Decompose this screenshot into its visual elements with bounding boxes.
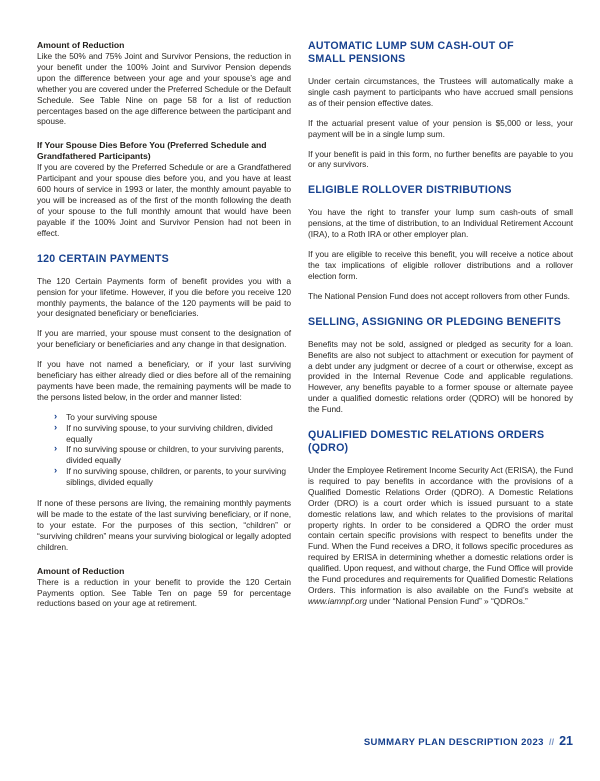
- paragraph-actuarial-value: If the actuarial present value of your pension is $5,000 or less, your payment will be in a single lump sum.: [308, 117, 573, 139]
- section-heading-eligible-rollover: ELIGIBLE ROLLOVER DISTRIBUTIONS: [308, 184, 512, 197]
- paragraph-rollover-notice: If you are eligible to receive this benefit, you will receive a notice about the tax implications of eligible rollover distributions and a rollover election form.: [308, 249, 573, 281]
- paragraph-120-reduction: There is a reduction in your benefit to provide the 120 Certain Payments option. See Table Ten on page 59 for percentage reductions based on your age at retirement.: [37, 576, 291, 609]
- page-number: 21: [559, 734, 573, 748]
- right-column: [308, 40, 573, 781]
- list-item: [37, 444, 291, 466]
- paragraph-no-further-benefits: If your benefit is paid in this form, no further benefits are payable to you or any survivors.: [308, 148, 573, 170]
- section-heading-120-certain-payments: 120 CERTAIN PAYMENTS: [37, 252, 169, 265]
- heading-line: AUTOMATIC LUMP SUM CASH-OUT OF: [308, 40, 514, 52]
- list-item-text: If no surviving spouse, to your surviving children, divided equally: [66, 422, 273, 444]
- footer-separator: //: [548, 737, 555, 748]
- qdro-text: Under the Employee Retirement Income Security Act (ERISA), the Fund is required to pay benefits in accordance with the provisions of a Qualified Domestic Relations Order (QDRO). A Domestic Relations Order (DRO) is a court order which is issued pursuant to a state domestic relations law, and which relates to the provisions of marital property rights. In order to be considered a QDRO the order must contain certain specific provisions with respect to benefits under the Fund. When the Fund receives a DRO, it follows specific procedures as required by ERISA in determining whether a domestic relations order is qualified. Upon request, and without charge, the Fund Office will provide the Fund procedures and requirements for Qualified Domestic Relations Orders. This information is also available on the Fund’s website at: [308, 465, 573, 595]
- bullet-arrow-icon: ›: [54, 421, 58, 433]
- list-item-text: To your surviving spouse: [66, 411, 158, 422]
- paragraph-no-rollovers-accepted: The National Pension Fund does not accept rollovers from other Funds.: [308, 290, 570, 301]
- footer-title: SUMMARY PLAN DESCRIPTION 2023: [363, 737, 544, 748]
- section-heading-qdro: QUALIFIED DOMESTIC RELATIONS ORDERS (QDRO): [308, 429, 545, 455]
- bullet-arrow-icon: ›: [54, 465, 58, 477]
- paragraph-lump-sum-circumstances: Under certain circumstances, the Trustees will automatically make a single cash payment to participants who have accrued small pensions as of their pension effective dates.: [308, 76, 573, 108]
- section-heading-selling-assigning: SELLING, ASSIGNING OR PLEDGING BENEFITS: [308, 315, 562, 328]
- list-item: [37, 423, 291, 445]
- paragraph-qdro-details: [308, 465, 573, 607]
- left-column: [37, 40, 291, 781]
- heading-line: SMALL PENSIONS: [308, 53, 406, 65]
- beneficiary-order-list: [37, 412, 291, 488]
- paragraph-no-beneficiary: If you have not named a beneficiary, or if your last surviving beneficiary has either already died or dies before all of the remaining payments have been made, the remaining payments will be made to the persons listed below, in the order and manner listed:: [37, 359, 291, 402]
- paragraph-estate-fallback: If none of these persons are living, the remaining monthly payments will be made to the estate of the last surviving beneficiary, or if none, to your estate. For the purposes of this section, “children” or “surviving children” means your surviving biological or legally adopted children.: [37, 498, 291, 552]
- qdro-text-after: under “National Pension Fund” » “QDROs.”: [366, 595, 528, 606]
- paragraph-joint-survivor-reduction: Like the 50% and 75% Joint and Survivor Pensions, the reduction in your benefit under the 100% Joint and Survivor Pension depends upon the difference between your age and your spouse’s age and whether you are covered under the Preferred Schedule or the Default Schedule. See Table Nine on page 58 for a list of reduction percentages based on the age difference between the participant and spouse.: [37, 51, 291, 127]
- page-footer: [364, 734, 573, 748]
- bullet-arrow-icon: ›: [54, 410, 58, 422]
- subheading-amount-of-reduction-2: Amount of Reduction: [37, 565, 125, 576]
- bullet-arrow-icon: ›: [54, 443, 58, 455]
- section-heading-automatic-lump-sum: [308, 40, 573, 66]
- paragraph-120-payments-intro: The 120 Certain Payments form of benefit provides you with a pension for your lifetime. However, if you die before you receive 120 monthly payments, the balance of the 120 payments will be paid to your designated beneficiary or beneficiaries.: [37, 275, 291, 319]
- paragraph-benefits-not-sold: Benefits may not be sold, assigned or pledged as security for a loan. Benefits are also not subject to attachment or execution for payment of a debt under any judgment or decree of a court or otherwise, except as provided in the Internal Revenue Code and applicable regulations. However, any benefits payable to a former spouse or alternate payee under a qualified domestic relations order (QDRO) will be honored by the Fund.: [308, 338, 573, 415]
- list-item-text: If no surviving spouse or children, to your surviving parents, divided equally: [66, 444, 284, 466]
- subheading-spouse-dies-before-you: If Your Spouse Dies Before You (Preferred Schedule and Grandfathered Participants): [37, 140, 267, 162]
- paragraph-preferred-schedule: If you are covered by the Preferred Schedule or are a Grandfathered Participant and your spouse dies before you, and you have at least 600 hours of service in 1993 or later, the monthly amount payable to you will be increased as of the first of the month following the death of your spouse to the full monthly amount that would have been payable if the 100% Joint and Survivor Pension had not been in effect.: [37, 162, 291, 238]
- list-item: [37, 412, 291, 423]
- website-url[interactable]: www.iamnpf.org: [308, 595, 367, 606]
- list-item-text: If no surviving spouse, children, or parents, to your surviving siblings, divided equally: [66, 466, 286, 488]
- subheading-amount-of-reduction: Amount of Reduction: [37, 40, 125, 50]
- list-item: [37, 466, 291, 488]
- paragraph-spouse-consent: If you are married, your spouse must consent to the designation of your beneficiary or beneficiaries and any change in that designation.: [37, 328, 291, 350]
- paragraph-rollover-rights: You have the right to transfer your lump sum cash-outs of small pensions, at the time of distribution, to an Individual Retirement Account (IRA), to a Roth IRA or other employer plan.: [308, 207, 573, 240]
